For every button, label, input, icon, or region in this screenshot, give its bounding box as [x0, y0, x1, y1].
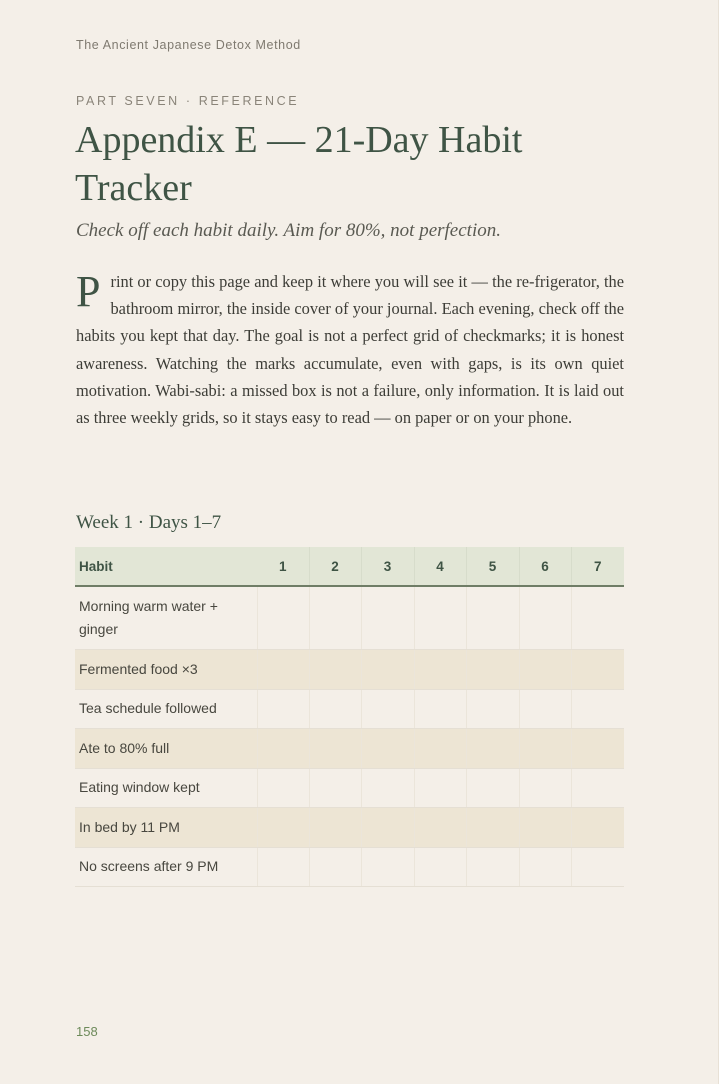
day-checkbox[interactable]: [257, 807, 309, 847]
habit-tracker-table: [75, 547, 624, 887]
day-checkbox[interactable]: [466, 807, 519, 847]
intro-text: rint or copy this page and keep it where you will see it — the re-frigerator, the bathroom mirror, the inside cover of your journal. Each evening, check off the habits you kept that day. The goal is not a perfect grid of checkmarks; it is honest awareness. Watching the marks accumulate, even with gaps, is its own quiet motivation. Wabi-sabi: a missed box is not a failure, only information. It is laid out as three weekly grids, so it stays easy to read — on paper or on your phone.: [76, 272, 624, 428]
day-checkbox[interactable]: [309, 728, 361, 768]
day-checkbox[interactable]: [257, 728, 309, 768]
day-checkbox[interactable]: [361, 847, 414, 886]
day-checkbox[interactable]: [571, 586, 624, 649]
day-checkbox[interactable]: [309, 807, 361, 847]
day-checkbox[interactable]: [414, 847, 466, 886]
day-checkbox[interactable]: [257, 586, 309, 649]
day-checkbox[interactable]: [257, 768, 309, 807]
day-checkbox[interactable]: [414, 728, 466, 768]
day-checkbox[interactable]: [571, 768, 624, 807]
table-row: [75, 768, 624, 807]
day-checkbox[interactable]: [571, 689, 624, 728]
day-checkbox[interactable]: [257, 649, 309, 689]
habit-label: No screens after 9 PM: [75, 847, 257, 886]
page-number: 158: [76, 1024, 98, 1039]
habit-label: Eating window kept: [75, 768, 257, 807]
intro-paragraph: [76, 268, 624, 431]
day-checkbox[interactable]: [466, 649, 519, 689]
day-checkbox[interactable]: [519, 586, 571, 649]
column-header-day-3: 3: [361, 547, 414, 586]
chapter-title: Appendix E — 21-Day Habit Tracker: [75, 119, 523, 209]
part-label: PART SEVEN · REFERENCE: [76, 94, 300, 108]
day-checkbox[interactable]: [571, 649, 624, 689]
day-checkbox[interactable]: [309, 847, 361, 886]
drop-cap: P: [76, 267, 101, 316]
day-checkbox[interactable]: [519, 689, 571, 728]
day-checkbox[interactable]: [257, 689, 309, 728]
day-checkbox[interactable]: [361, 768, 414, 807]
chapter-subtitle: Check off each habit daily. Aim for 80%, not perfection.: [76, 220, 501, 241]
day-checkbox[interactable]: [466, 728, 519, 768]
day-checkbox[interactable]: [309, 689, 361, 728]
column-header-habit: Habit: [75, 547, 257, 586]
day-checkbox[interactable]: [414, 807, 466, 847]
day-checkbox[interactable]: [361, 689, 414, 728]
table-row: [75, 807, 624, 847]
column-header-day-7: 7: [571, 547, 624, 586]
column-header-day-6: 6: [519, 547, 571, 586]
day-checkbox[interactable]: [519, 807, 571, 847]
day-checkbox[interactable]: [361, 649, 414, 689]
day-checkbox[interactable]: [571, 807, 624, 847]
week-heading: Week 1 · Days 1–7: [76, 512, 222, 533]
habit-label: Tea schedule followed: [75, 689, 257, 728]
day-checkbox[interactable]: [571, 847, 624, 886]
day-checkbox[interactable]: [414, 768, 466, 807]
column-header-day-4: 4: [414, 547, 466, 586]
table-row: [75, 586, 624, 649]
day-checkbox[interactable]: [309, 649, 361, 689]
column-header-day-5: 5: [466, 547, 519, 586]
day-checkbox[interactable]: [466, 768, 519, 807]
day-checkbox[interactable]: [361, 586, 414, 649]
day-checkbox[interactable]: [414, 649, 466, 689]
table-row: [75, 728, 624, 768]
column-header-day-2: 2: [309, 547, 361, 586]
day-checkbox[interactable]: [257, 847, 309, 886]
day-checkbox[interactable]: [361, 728, 414, 768]
table-header-row: [75, 547, 624, 586]
table-row: [75, 649, 624, 689]
table-row: [75, 689, 624, 728]
table-row: [75, 847, 624, 886]
day-checkbox[interactable]: [414, 689, 466, 728]
day-checkbox[interactable]: [519, 768, 571, 807]
running-header: The Ancient Japanese Detox Method: [76, 38, 301, 52]
day-checkbox[interactable]: [466, 847, 519, 886]
day-checkbox[interactable]: [519, 728, 571, 768]
day-checkbox[interactable]: [309, 768, 361, 807]
day-checkbox[interactable]: [466, 689, 519, 728]
day-checkbox[interactable]: [414, 586, 466, 649]
habit-label: Morning warm water + ginger: [75, 586, 257, 649]
habit-label: Fermented food ×3: [75, 649, 257, 689]
day-checkbox[interactable]: [519, 847, 571, 886]
day-checkbox[interactable]: [519, 649, 571, 689]
column-header-day-1: 1: [257, 547, 309, 586]
day-checkbox[interactable]: [309, 586, 361, 649]
habit-label: Ate to 80% full: [75, 728, 257, 768]
day-checkbox[interactable]: [571, 728, 624, 768]
habit-label: In bed by 11 PM: [75, 807, 257, 847]
day-checkbox[interactable]: [466, 586, 519, 649]
day-checkbox[interactable]: [361, 807, 414, 847]
